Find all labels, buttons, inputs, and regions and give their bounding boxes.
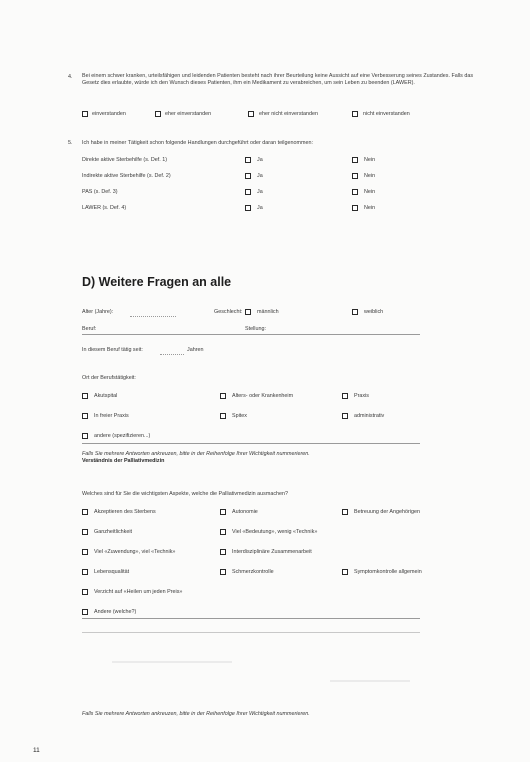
aspect-checkbox-7[interactable] bbox=[220, 549, 226, 555]
gender-label: Geschlecht: bbox=[214, 309, 243, 315]
aspect-label-9: Schmerzkontrolle bbox=[232, 569, 274, 575]
workplace-checkbox-6[interactable] bbox=[342, 413, 348, 419]
aspect-checkbox-2[interactable] bbox=[220, 509, 226, 515]
q5-row-4-label: LAWER (s. Def. 4) bbox=[82, 205, 127, 211]
q5-row-2-yes-checkbox[interactable] bbox=[245, 173, 251, 179]
job-position-field-line[interactable] bbox=[82, 334, 420, 335]
workplace-option-2: Alters- oder Krankenheim bbox=[232, 393, 294, 399]
gender-female-label: weiblich bbox=[364, 309, 384, 315]
aspect-checkbox-3[interactable] bbox=[342, 509, 348, 515]
q5-row-1-yes-checkbox[interactable] bbox=[245, 157, 251, 163]
question-4-text: Bei einem schwer kranken, urteilsfähigen und leidenden Patienten besteht nach ihrer Beurteilung keine Aussicht auf eine Verbesserung seines Zustandes. Falls das Gesetz dies erlaubte, würde ich den Wunsch dieses Patienten, ihm ein Medikament zu verabreichen, um sein Leben zu beenden (LAWER). bbox=[82, 73, 474, 87]
workplace-option-1: Akutspital bbox=[94, 393, 118, 399]
aspect-label-4: Ganzheitlichkeit bbox=[94, 529, 133, 535]
q5-row-1-label: Direkte aktive Sterbehilfe (s. Def. 1) bbox=[82, 157, 168, 163]
job-label: Beruf: bbox=[82, 326, 97, 332]
q4-checkbox-2[interactable] bbox=[155, 111, 161, 117]
q5-row-3-no-label: Nein bbox=[364, 189, 376, 195]
aspect-label-11: Verzicht auf «Heilen um jeden Preis» bbox=[94, 589, 183, 595]
q5-row-1-no-label: Nein bbox=[364, 157, 376, 163]
aspect-checkbox-4[interactable] bbox=[82, 529, 88, 535]
q5-row-3-no-checkbox[interactable] bbox=[352, 189, 358, 195]
aspect-checkbox-6[interactable] bbox=[82, 549, 88, 555]
aspect-checkbox-9[interactable] bbox=[220, 569, 226, 575]
workplace-checkbox-1[interactable] bbox=[82, 393, 88, 399]
aspect-checkbox-12[interactable] bbox=[82, 609, 88, 615]
aspect-label-8: Lebensqualität bbox=[94, 569, 130, 575]
gender-male-label: männlich bbox=[257, 309, 279, 315]
q4-option-1-label: einverstanden bbox=[92, 111, 126, 117]
aspect-label-10: Symptomkontrolle allgemein bbox=[354, 569, 422, 575]
q5-row-3-yes-label: Ja bbox=[257, 189, 263, 195]
show-through-line-1 bbox=[112, 661, 232, 663]
workplace-option-7: andere (spezifizieren...) bbox=[94, 433, 151, 439]
aspect-label-6: Viel «Zuwendung», viel «Technik» bbox=[94, 549, 176, 555]
workplace-checkbox-4[interactable] bbox=[82, 413, 88, 419]
palliative-question: Welches sind für Sie die wichtigsten Aspekte, welche die Palliativmedizin ausmachen? bbox=[82, 491, 289, 497]
age-label: Alter (Jahre): bbox=[82, 309, 114, 315]
q5-row-4-yes-label: Ja bbox=[257, 205, 263, 211]
gender-female-checkbox[interactable] bbox=[352, 309, 358, 315]
q4-checkbox-1[interactable] bbox=[82, 111, 88, 117]
show-through-line-2 bbox=[330, 680, 410, 682]
q5-row-4-no-label: Nein bbox=[364, 205, 376, 211]
aspect-label-5: Viel «Bedeutung», wenig «Technik» bbox=[232, 529, 318, 535]
q5-row-1-yes-label: Ja bbox=[257, 157, 263, 163]
q4-checkbox-4[interactable] bbox=[352, 111, 358, 117]
years-label: In diesem Beruf tätig seit: bbox=[82, 347, 143, 353]
aspect-label-7: Interdisziplinäre Zusammenarbeit bbox=[232, 549, 312, 555]
aspect-checkbox-10[interactable] bbox=[342, 569, 348, 575]
aspect-other-line-2[interactable] bbox=[82, 632, 420, 633]
ranking-note: Falls Sie mehrere Antworten ankreuzen, bitte in der Reihenfolge Ihrer Wichtigkeit nummerieren. bbox=[82, 451, 310, 457]
workplace-label: Ort der Berufstätigkeit: bbox=[82, 375, 136, 381]
q5-row-1-no-checkbox[interactable] bbox=[352, 157, 358, 163]
section-d-title: D) Weitere Fragen an alle bbox=[82, 275, 232, 289]
q5-row-4-yes-checkbox[interactable] bbox=[245, 205, 251, 211]
workplace-checkbox-7[interactable] bbox=[82, 433, 88, 439]
years-field[interactable] bbox=[160, 354, 184, 355]
aspect-label-12: Andere (welche?) bbox=[94, 609, 137, 615]
aspect-other-line[interactable] bbox=[82, 618, 420, 619]
workplace-checkbox-5[interactable] bbox=[220, 413, 226, 419]
question-5-number: 5. bbox=[68, 140, 73, 146]
aspect-checkbox-11[interactable] bbox=[82, 589, 88, 595]
years-unit: Jahren bbox=[187, 347, 204, 353]
q5-row-2-label: Indirekte aktive Sterbehilfe (s. Def. 2) bbox=[82, 173, 171, 179]
palliative-subtitle: Verständnis der Palliativmedizin bbox=[82, 458, 165, 464]
q4-option-2-label: eher einverstanden bbox=[165, 111, 212, 117]
workplace-option-3: Praxis bbox=[354, 393, 369, 399]
q5-row-3-yes-checkbox[interactable] bbox=[245, 189, 251, 195]
page-number: 11 bbox=[33, 747, 40, 754]
aspect-label-1: Akzeptieren des Sterbens bbox=[94, 509, 156, 515]
q5-row-2-no-checkbox[interactable] bbox=[352, 173, 358, 179]
q5-row-2-no-label: Nein bbox=[364, 173, 376, 179]
footer-ranking-note: Falls Sie mehrere Antworten ankreuzen, bitte in der Reihenfolge Ihrer Wichtigkeit nummerieren. bbox=[82, 711, 310, 717]
aspect-checkbox-5[interactable] bbox=[220, 529, 226, 535]
q5-row-3-label: PAS (s. Def. 3) bbox=[82, 189, 118, 195]
question-5-text: Ich habe in meiner Tätigkeit schon folgende Handlungen durchgeführt oder daran teilgenommen: bbox=[82, 140, 313, 146]
aspect-label-3: Betreuung der Angehörigen bbox=[354, 509, 420, 515]
workplace-option-4: In freier Praxis bbox=[94, 413, 129, 419]
q4-option-3-label: eher nicht einverstanden bbox=[259, 111, 319, 117]
aspect-checkbox-1[interactable] bbox=[82, 509, 88, 515]
age-field[interactable] bbox=[130, 316, 176, 317]
workplace-option-5: Spitex bbox=[232, 413, 247, 419]
aspect-label-2: Autonomie bbox=[232, 509, 258, 515]
workplace-other-line[interactable] bbox=[82, 443, 420, 444]
aspect-checkbox-8[interactable] bbox=[82, 569, 88, 575]
position-label: Stellung: bbox=[245, 326, 266, 332]
gender-male-checkbox[interactable] bbox=[245, 309, 251, 315]
question-4-number: 4. bbox=[68, 74, 73, 80]
workplace-checkbox-3[interactable] bbox=[342, 393, 348, 399]
q4-checkbox-3[interactable] bbox=[248, 111, 254, 117]
workplace-checkbox-2[interactable] bbox=[220, 393, 226, 399]
q4-option-4-label: nicht einverstanden bbox=[363, 111, 410, 117]
workplace-option-6: administrativ bbox=[354, 413, 385, 419]
q5-row-4-no-checkbox[interactable] bbox=[352, 205, 358, 211]
q5-row-2-yes-label: Ja bbox=[257, 173, 263, 179]
